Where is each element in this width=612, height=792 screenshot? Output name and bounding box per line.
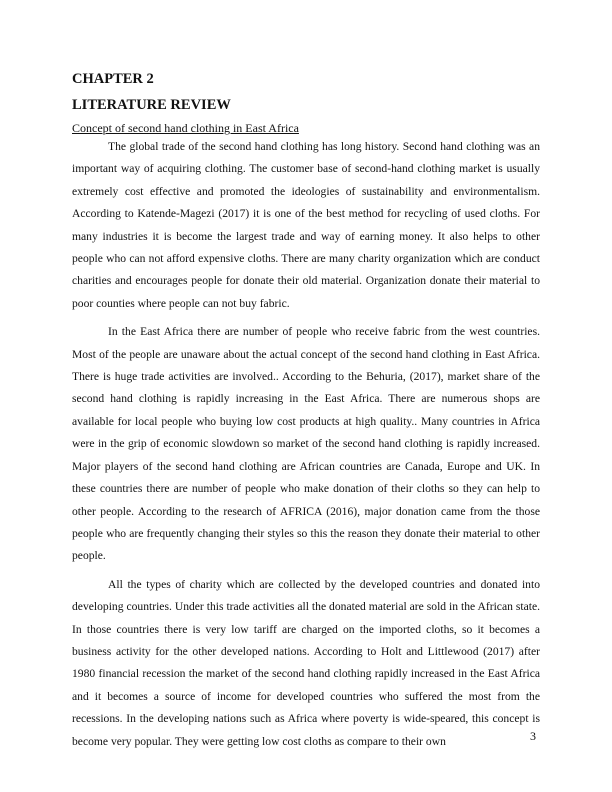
page-content: [72, 70, 540, 759]
page-number: 3: [530, 729, 536, 743]
paragraph-2: In the East Africa there are number of people who receive fabric from the west countries. Most of the people are unaware about the actual concept of the second hand clothing in East Africa. There is huge trade activities are involved.. According to the Behuria, (2017), market share of the second hand clothing is rapidly increasing in the East Africa. There are numerous shops are available for local people who buying low cost products at high quality.. Many countries in Africa were in the grip of economic slowdown so market of the second hand clothing is rapidly increased. Major players of the second hand clothing are African countries are Canada, Europe and UK. In these countries there are number of people who make donation of their cloths so they can help to other people. According to the research of AFRICA (2016), major donation came from the those people who are frequently changing their styles so this the reason they donate their material to other people.: [72, 325, 540, 563]
chapter-label: CHAPTER 2: [72, 71, 154, 87]
section-title: Concept of second hand clothing in East Africa: [72, 121, 299, 135]
paragraph-1: The global trade of the second hand clothing has long history. Second hand clothing was an important way of acquiring clothing. The customer base of second-hand clothing market is usually extremely cost effective and promoted the ideologies of sustainability and environmentalism. According to Katende-Magezi (2017) it is one of the best method for recycling of used cloths. For many industries it is become the largest trade and way of earning money. It also helps to other people who can not afford expensive cloths. There are many charity organization which are conduct charities and encourages people for donate their old material. Organization donate their material to poor counties where people can not buy fabric.: [72, 140, 540, 310]
paragraph-3: All the types of charity which are collected by the developed countries and donated into developing countries. Under this trade activities all the donated material are sold in the African state. In those countries there is very low tariff are charged on the imported cloths, so it becomes a business activity for the other developed nations. According to Holt and Littlewood (2017) after 1980 financial recession the market of the second hand clothing rapidly increased in the East Africa and it becomes a source of income for developed countries who suffered the most from the recessions. In the developing nations such as Africa where poverty is wide-speared, this concept is become very popular. They were getting low cost cloths as compare to their own: [72, 577, 540, 748]
chapter-title: LITERATURE REVIEW: [72, 97, 231, 113]
